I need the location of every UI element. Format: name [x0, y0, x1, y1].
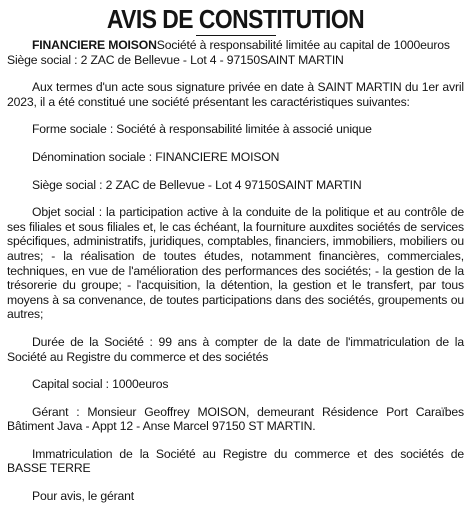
duration-paragraph: Durée de la Société : 99 ans à compter de la date de l'immatriculation de la Société au Registre du commerce et des sociétés [7, 334, 464, 364]
capital-paragraph: Capital social : 1000euros [32, 377, 169, 392]
purpose-paragraph: Objet social : la participation active à la conduite de la politique et au contrôle de ses filiales et sous filiales et, le cas échéant, la fourniture auxdites sociétés de services spécifiques, administratifs, juridiques, comptables, financiers, immobiliers, mobiliers ou autres; - la réalisation de toutes études, notamment financières, commerciales, techniques, en vue de l'amélioration des performances des sociétés; - la gestion de la trésorerie du groupe; - l'acquisition, la détention, la gestion et le transfert, par tous moyens à sa convenance, de toutes participations dans des sociétés, groupements ou autres; [7, 205, 464, 322]
company-intro: Société à responsabilité limitée au capital de 1000euros [156, 38, 450, 52]
closing-paragraph: Pour avis, le gérant [32, 489, 135, 504]
manager-paragraph: Gérant : Monsieur Geoffrey MOISON, demeurant Résidence Port Caraïbes Bâtiment Java - Appt 12 - Anse Marcel 97150 ST MARTIN. [7, 404, 464, 434]
company-name-bold: FINANCIERE MOISON [32, 38, 157, 52]
denomination-paragraph: Dénomination sociale : FINANCIERE MOISON [32, 149, 280, 164]
title-divider [196, 35, 276, 36]
legal-form-paragraph: Forme sociale : Société à responsabilité limitée à associé unique [32, 122, 372, 137]
registered-office-line: Siège social : 2 ZAC de Bellevue - Lot 4 - 97150SAINT MARTIN [7, 52, 344, 67]
company-header-paragraph [7, 38, 464, 67]
act-paragraph: Aux termes d'un acte sous signature privée en date à SAINT MARTIN du 1er avril 2023, il a été constitué une société présentant les caractéristiques suivantes: [7, 80, 464, 109]
notice-title: AVIS DE CONSTITUTION [106, 4, 365, 34]
registered-office-paragraph: Siège social : 2 ZAC de Bellevue - Lot 4 97150SAINT MARTIN [32, 177, 362, 192]
notice-body [7, 38, 464, 504]
registration-paragraph: Immatriculation de la Société au Registre du commerce et des sociétés de BASSE TERRE [7, 446, 464, 476]
